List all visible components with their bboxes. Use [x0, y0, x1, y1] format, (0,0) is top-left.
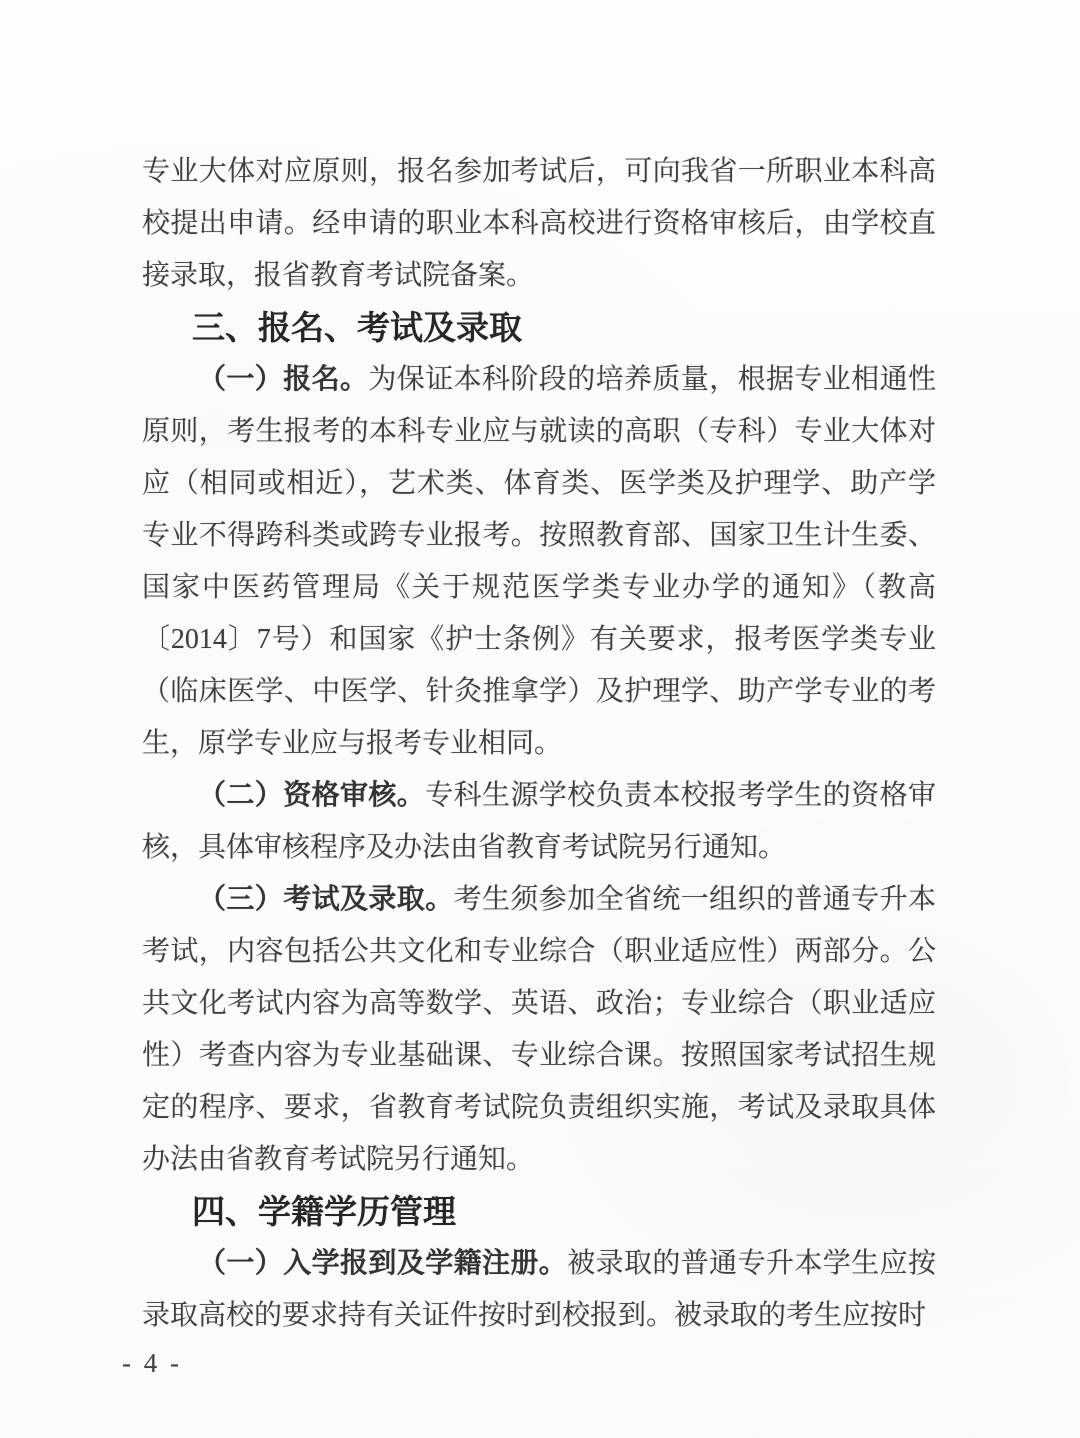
- document-body: [142, 146, 936, 1342]
- paragraph: （三）考试及录取。考生须参加全省统一组织的普通专升本考试，内容包括公共文化和专业综合（职业适应性）两部分。公共文化考试内容为高等数学、英语、政治；专业综合（职业适应性）考查内容为专业基础课、专业综合课。按照国家考试招生规定的程序、要求，省教育考试院负责组织实施，考试及录取具体办法由省教育考试院另行通知。: [142, 884, 936, 1175]
- paragraph: （一）入学报到及学籍注册。被录取的普通专升本学生应按录取高校的要求持有关证件按时到校报到。被录取的考生应按时: [142, 1248, 936, 1331]
- paragraph: （二）资格审核。专科生源学校负责本校报考学生的资格审核，具体审核程序及办法由省教育考试院另行通知。: [142, 780, 936, 863]
- paragraph-lead: （一）报名。: [198, 364, 369, 395]
- section-heading: 四、学籍学历管理: [192, 1193, 456, 1230]
- paragraph-lead: （二）资格审核。: [198, 780, 426, 811]
- paragraph-lead: （三）考试及录取。: [198, 884, 454, 915]
- paragraph-lead: （一）入学报到及学籍注册。: [198, 1248, 568, 1279]
- page-number: - 4 -: [122, 1348, 182, 1378]
- paragraph: 专业大体对应原则，报名参加考试后，可向我省一所职业本科高校提出申请。经申请的职业本科高校进行资格审核后，由学校直接录取，报省教育考试院备案。: [142, 156, 936, 291]
- section-heading: 三、报名、考试及录取: [192, 309, 522, 346]
- paragraph: （一）报名。为保证本科阶段的培养质量，根据专业相通性原则，考生报考的本科专业应与就读的高职（专科）专业大体对应（相同或相近），艺术类、体育类、医学类及护理学、助产学专业不得跨科类或跨专业报考。按照教育部、国家卫生计生委、国家中医药管理局《关于规范医学类专业办学的通知》（教高〔2014〕7号）和国家《护士条例》有关要求，报考医学类专业（临床医学、中医学、针灸推拿学）及护理学、助产学专业的考生，原学专业应与报考专业相同。: [142, 364, 936, 759]
